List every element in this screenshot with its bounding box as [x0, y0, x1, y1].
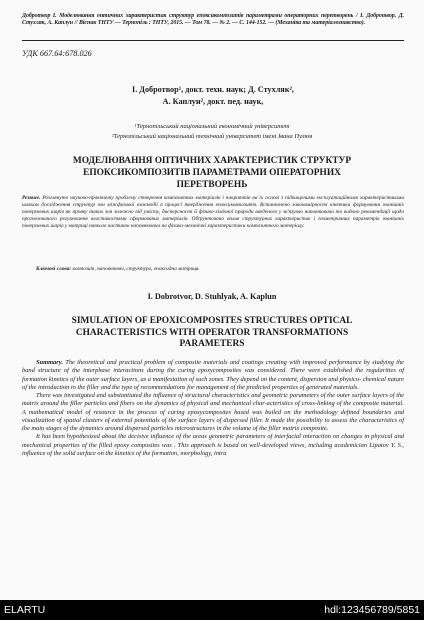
- citation-header: Добротвор І. Моделювання оптичних характеристик структур епоксикомпозитів параметрами операторних перетворень / І. Добротвор, Д. Стухляк, А. Каплун // Вісник ТНТУ — Тернопіль : ТНТУ, 2015. — Том 78. — № 2. — С. 144-152. — (Механіка та матеріалознавство).: [22, 13, 404, 27]
- title-ua-line3: ПЕРЕТВОРЕНЬ: [176, 180, 248, 190]
- header-divider: [22, 40, 404, 41]
- authors-ua-line1: І. Добротвор¹, докт. техн. наук; Д. Стухляк²,: [132, 85, 294, 94]
- authors-ua-line2: А. Каплун², докт. пед. наук,: [162, 97, 264, 106]
- title-en-line2: CHARACTERISTICS WITH OPERATOR TRANSFORMATIONS: [75, 327, 349, 338]
- title-en-line3: PARAMETERS: [179, 339, 245, 349]
- title-ua-line2: ЕПОКСИКОМПОЗИТІВ ПАРАМЕТРАМИ ОПЕРАТОРНИХ: [83, 168, 341, 178]
- udc-code: УДК 667.64:678.026: [22, 49, 92, 58]
- title-ua: [40, 155, 384, 191]
- summary-paragraph-2: There was investigated and substantiated the influence of structural characteristics and geometric parameters of the outer surface layers of the matrix around the filler particles and fibers on the dynamics of physical and mechanical char-acteristics of cross-linking of the composite material. A mathematical model of resource in the process of curing epoxycomposites based was builed on the methodology defined boundaries and visualization of spatial clusters of external potentials of the surface layers of dispersed filler. It made the possibility to assess the characteristics of the main stages of the dynamics around dispersed particles microstructures in the volume of the filler matrix composite.: [22, 392, 404, 432]
- abstract-ua: [22, 195, 404, 230]
- repository-name: ELARTU: [4, 604, 46, 616]
- title-en: [28, 316, 396, 351]
- summary-paragraph-1: [22, 359, 404, 392]
- abstract-ua-label: Резюме.: [22, 195, 41, 201]
- abstract-ua-text: Розглянуто науково-практичну проблему створення композитних матеріалів і покриттів на їх основі з підвищеними експлуатаційними характеристиками шляхом дослідження структур зон міжфазової взаємодії в процесі твердження епоксикомпозитів. Встановлено закономірності кінетики формування зовнішніх поверхневих шарів як прояву таких зон залежно від умісту, дисперсності й фізико-хімічної природи введеного у зв'язувач наповнювача та видано рекомендації щодо прогнозованого регулювання властивостями сформованих матеріалів. Обґрунтовано вплив структурних характеристик і геометричних параметрів зовнішніх поверхневих шарів у матриці навколо частинок наповнювача на фізико-механічні характеристики композитного матеріалу.: [22, 195, 404, 230]
- handle-id[interactable]: hdl:123456789/5851: [324, 604, 420, 616]
- authors-en: I. Dobrotvor, D. Stuhlyak, A. Kaplun: [147, 292, 277, 301]
- affiliations: [40, 122, 384, 141]
- summary-label: Summary.: [36, 359, 63, 366]
- keywords-ua-text: композит, наповнювач, структура, епоксидна матриця.: [72, 266, 200, 272]
- summary-en: [22, 359, 404, 458]
- summary-paragraph-3: It has been hypothesized about the decisive influence of the areas geometric parameters of interfacial interaction on changes in physical and mechanical properties of the filled epoxy composites was . This approach is based on well-developed views, including academician Lipatov Y. S., influence of the solid surface on the kinetics of the formation, morphology, intra: [22, 433, 404, 457]
- summary-paragraph-1-text: The theoretical and practical problem of composite materials and coatings creating with improved performance by studying the band structure of the interphase interactions during the curing epoxycomposites was considered. There were established the regularities of formation kinetics of the outer surface layers, as a manifestation of such zones. They depend on the content, dispersion and physico- chemical nature of the introduction in the filler and the type of recommendations for management of the predicted properties of generated materials.: [22, 359, 404, 391]
- title-ua-line1: МОДЕЛЮВАННЯ ОПТИЧНИХ ХАРАКТЕРИСТИК СТРУКТУР: [72, 156, 352, 166]
- affiliation-2: ²Тернопільський національний технічний університет імені Івана Пулюя: [111, 132, 313, 140]
- keywords-ua: [22, 266, 404, 273]
- repository-footer: [0, 600, 424, 620]
- keywords-ua-label: Ключові слова:: [36, 266, 72, 272]
- authors-ua: [60, 84, 366, 108]
- title-en-line1: SIMULATION OF EPOXICOMPOSITES STRUCTURES OPTICAL: [71, 316, 353, 326]
- affiliation-1: ¹Тернопільський національний економічний університет: [134, 123, 290, 130]
